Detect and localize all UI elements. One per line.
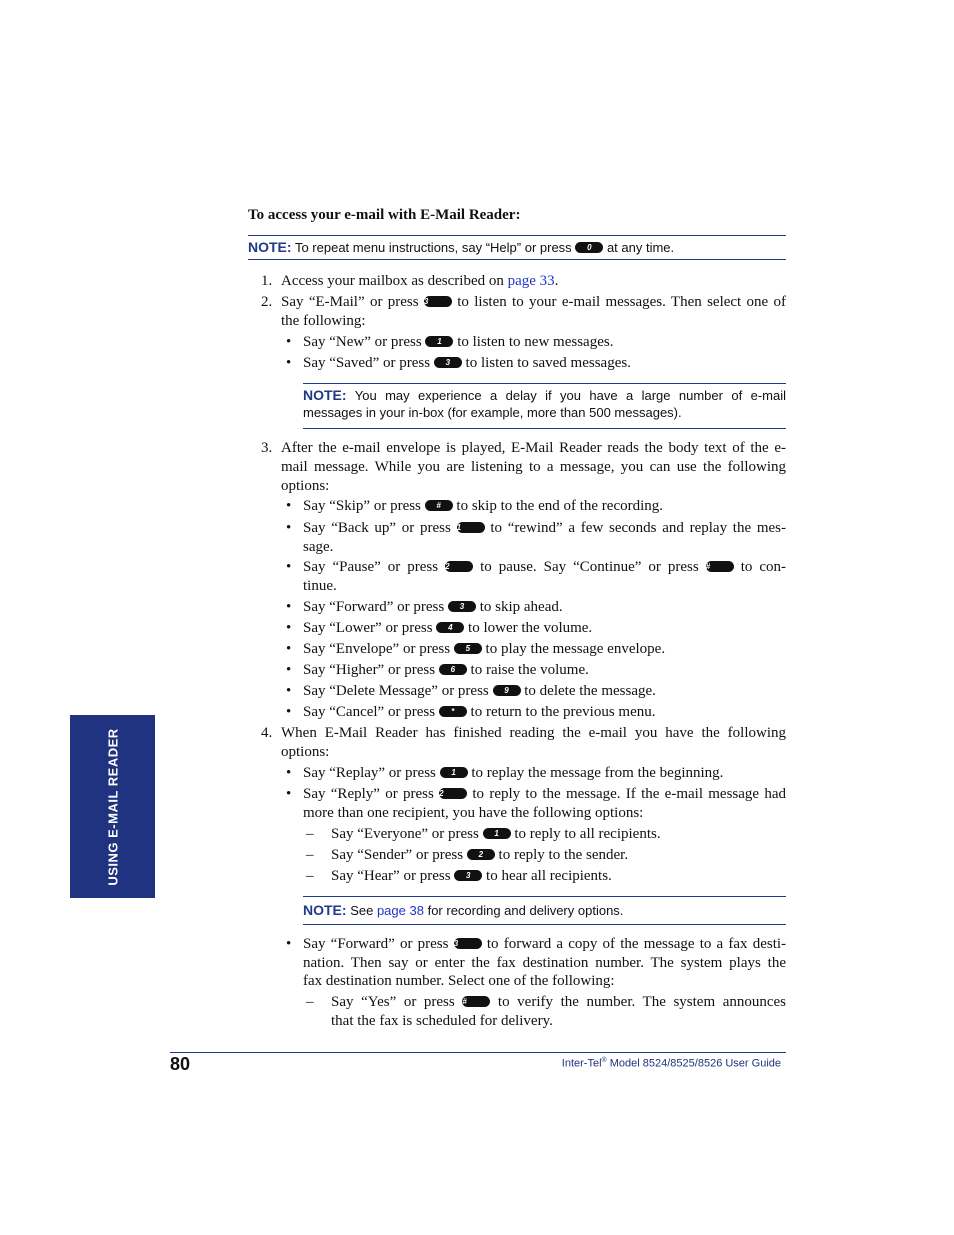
list-item: [303, 764, 723, 783]
note-label: NOTE:: [303, 387, 347, 403]
key-4-icon: 4: [436, 622, 464, 633]
page-38-link[interactable]: page 38: [376, 903, 424, 918]
note-label: NOTE:: [303, 902, 347, 918]
list-item: [303, 333, 613, 352]
list-number: 1.: [261, 273, 273, 289]
step-text: When E-Mail Reader has finished reading the e-mail you have the following: [281, 725, 786, 741]
option-text: to listen to saved messages.: [465, 355, 631, 371]
key-1-icon: 1: [483, 828, 511, 839]
note-box: [303, 383, 786, 429]
option-text: to reply to all recipients.: [514, 826, 661, 842]
option-text: Say “New” or press: [303, 334, 422, 350]
footer-brand: Inter-Tel: [561, 1057, 602, 1070]
page-33-link[interactable]: page 33: [507, 273, 555, 289]
option-text: Say “Hear” or press: [331, 868, 451, 884]
note-label: NOTE:: [248, 239, 292, 255]
dash: –: [306, 826, 314, 842]
option-text: to hear all recipients.: [486, 868, 612, 884]
option-text: to “rewind” a few seconds and replay the mes-: [490, 520, 787, 536]
key-star-icon: *: [439, 706, 467, 717]
note-text: for recording and delivery options.: [427, 903, 624, 918]
option-text: Say “Pause” or press: [303, 559, 439, 575]
dash: –: [306, 847, 314, 863]
step-text: to listen to your e-mail messages. Then select one of: [457, 294, 787, 310]
list-item: [331, 993, 786, 1012]
registered-mark: ®: [601, 1057, 607, 1064]
list-item: [303, 354, 631, 373]
option-text: Say “Saved” or press: [303, 355, 431, 371]
key-0-icon: 0: [575, 242, 603, 253]
list-item: [281, 293, 786, 312]
key-1-icon: 1: [440, 767, 468, 778]
key-9-icon: 9: [493, 685, 521, 696]
step-text: .: [554, 273, 559, 289]
bullet: •: [286, 765, 292, 781]
step-text: After the e-mail envelope is played, E-Mail Reader reads the body text of the e-: [281, 440, 786, 456]
footer-title: [562, 1054, 781, 1071]
list-item: [331, 846, 628, 865]
option-text: to skip ahead.: [479, 599, 563, 615]
list-item: [303, 935, 786, 954]
bullet: •: [286, 334, 292, 350]
option-text: Say “Cancel” or press: [303, 704, 436, 720]
key-1-icon: 1: [425, 336, 453, 347]
list-item: [303, 703, 656, 722]
option-text: Say “Yes” or press: [331, 994, 455, 1010]
option-text: to pause. Say “Continue” or press: [480, 559, 699, 575]
option-text: to return to the previous menu.: [470, 704, 656, 720]
option-text: more than one recipient, you have the following options:: [303, 805, 644, 821]
bullet: •: [286, 498, 292, 514]
option-text: to delete the message.: [524, 683, 656, 699]
list-item: [331, 867, 612, 886]
note-box: [303, 896, 786, 925]
step-text: the following:: [281, 313, 366, 329]
option-text: to listen to new messages.: [457, 334, 614, 350]
list-item: [303, 785, 786, 804]
key-pound-icon: #: [462, 996, 490, 1007]
step-text: mail message. While you are listening to a message, you can use the following: [281, 459, 786, 475]
list-number: 3.: [261, 440, 273, 456]
option-text: to skip to the end of the recording.: [456, 498, 664, 514]
list-number: 4.: [261, 725, 273, 741]
bullet: •: [286, 936, 292, 952]
note-line: [303, 387, 786, 404]
option-text: Say “Everyone” or press: [331, 826, 479, 842]
key-3-icon: 3: [434, 357, 462, 368]
list-item: [303, 682, 656, 701]
list-number: 2.: [261, 294, 273, 310]
bullet: •: [286, 520, 292, 536]
note-text: To repeat menu instructions, say “Help” or press: [294, 240, 572, 255]
step-text: Say “E-Mail” or press: [281, 294, 419, 310]
list-item: [331, 825, 661, 844]
bullet: •: [286, 620, 292, 636]
dash: –: [306, 994, 314, 1010]
list-item: [303, 558, 786, 577]
note-text: at any time.: [606, 240, 675, 255]
key-3-icon: 3: [424, 296, 452, 307]
bullet: •: [286, 683, 292, 699]
option-text: fax destination number. Select one of the following:: [303, 973, 615, 989]
page-number: 80: [170, 1054, 191, 1074]
option-text: Say “Forward” or press: [303, 599, 445, 615]
note-text: See: [350, 903, 374, 918]
option-text: Say “Lower” or press: [303, 620, 433, 636]
bullet: •: [286, 786, 292, 802]
bullet: •: [286, 599, 292, 615]
bullet: •: [286, 355, 292, 371]
bullet: •: [286, 662, 292, 678]
option-text: Say “Envelope” or press: [303, 641, 451, 657]
step-text: Access your mailbox as described on: [281, 273, 504, 289]
option-text: Say “Sender” or press: [331, 847, 464, 863]
list-item: [303, 497, 663, 516]
list-item: [303, 661, 589, 680]
key-pound-icon: #: [706, 561, 734, 572]
bullet: •: [286, 641, 292, 657]
note-box: [248, 235, 786, 260]
step-text: options:: [281, 744, 330, 760]
footer-rule: [170, 1052, 786, 1053]
note-text: You may experience a delay if you have a large number of e-mail: [354, 388, 786, 403]
option-text: to raise the volume.: [470, 662, 589, 678]
option-text: sage.: [303, 539, 334, 555]
option-text: nation. Then say or enter the fax destination number. The system plays the: [303, 955, 786, 971]
chapter-tab-label: USING E-MAIL READER: [105, 727, 120, 886]
option-text: Say “Replay” or press: [303, 765, 436, 781]
list-item: [303, 619, 592, 638]
option-text: Say “Delete Message” or press: [303, 683, 489, 699]
key-pound-icon: #: [425, 500, 453, 511]
list-item: [303, 640, 665, 659]
option-text: Say “Reply” or press: [303, 786, 434, 802]
list-item: [281, 272, 558, 291]
key-2-icon: 2: [439, 788, 467, 799]
option-text: that the fax is scheduled for delivery.: [331, 1013, 553, 1029]
option-text: tinue.: [303, 578, 337, 594]
option-text: to reply to the sender.: [498, 847, 629, 863]
option-text: to verify the number. The system announces: [497, 994, 787, 1010]
option-text: Say “Skip” or press: [303, 498, 421, 514]
footer-guide-title: Model 8524/8525/8526 User Guide: [609, 1057, 781, 1070]
list-item: [303, 598, 563, 617]
key-6-icon: 6: [439, 664, 467, 675]
key-2-icon: 2: [445, 561, 473, 572]
key-3-icon: 3: [454, 938, 482, 949]
key-5-icon: 5: [454, 643, 482, 654]
list-item: [303, 519, 786, 538]
key-2-icon: 2: [467, 849, 495, 860]
key-3-icon: 3: [454, 870, 482, 881]
option-text: to forward a copy of the message to a fax desti-: [486, 936, 787, 952]
step-text: options:: [281, 478, 330, 494]
option-text: Say “Back up” or press: [303, 520, 451, 536]
key-1-icon: 1: [457, 522, 485, 533]
note-text: messages in your in-box (for example, more than 500 messages).: [303, 405, 682, 420]
chapter-side-tab: [70, 715, 155, 898]
option-text: to con-: [740, 559, 787, 575]
option-text: to reply to the message. If the e-mail message had: [472, 786, 787, 802]
option-text: to lower the volume.: [468, 620, 593, 636]
bullet: •: [286, 559, 292, 575]
option-text: Say “Forward” or press: [303, 936, 449, 952]
section-heading: To access your e-mail with E-Mail Reader:: [248, 207, 521, 223]
option-text: Say “Higher” or press: [303, 662, 436, 678]
dash: –: [306, 868, 314, 884]
option-text: to replay the message from the beginning.: [471, 765, 724, 781]
key-3-icon: 3: [448, 601, 476, 612]
option-text: to play the message envelope.: [485, 641, 666, 657]
bullet: •: [286, 704, 292, 720]
